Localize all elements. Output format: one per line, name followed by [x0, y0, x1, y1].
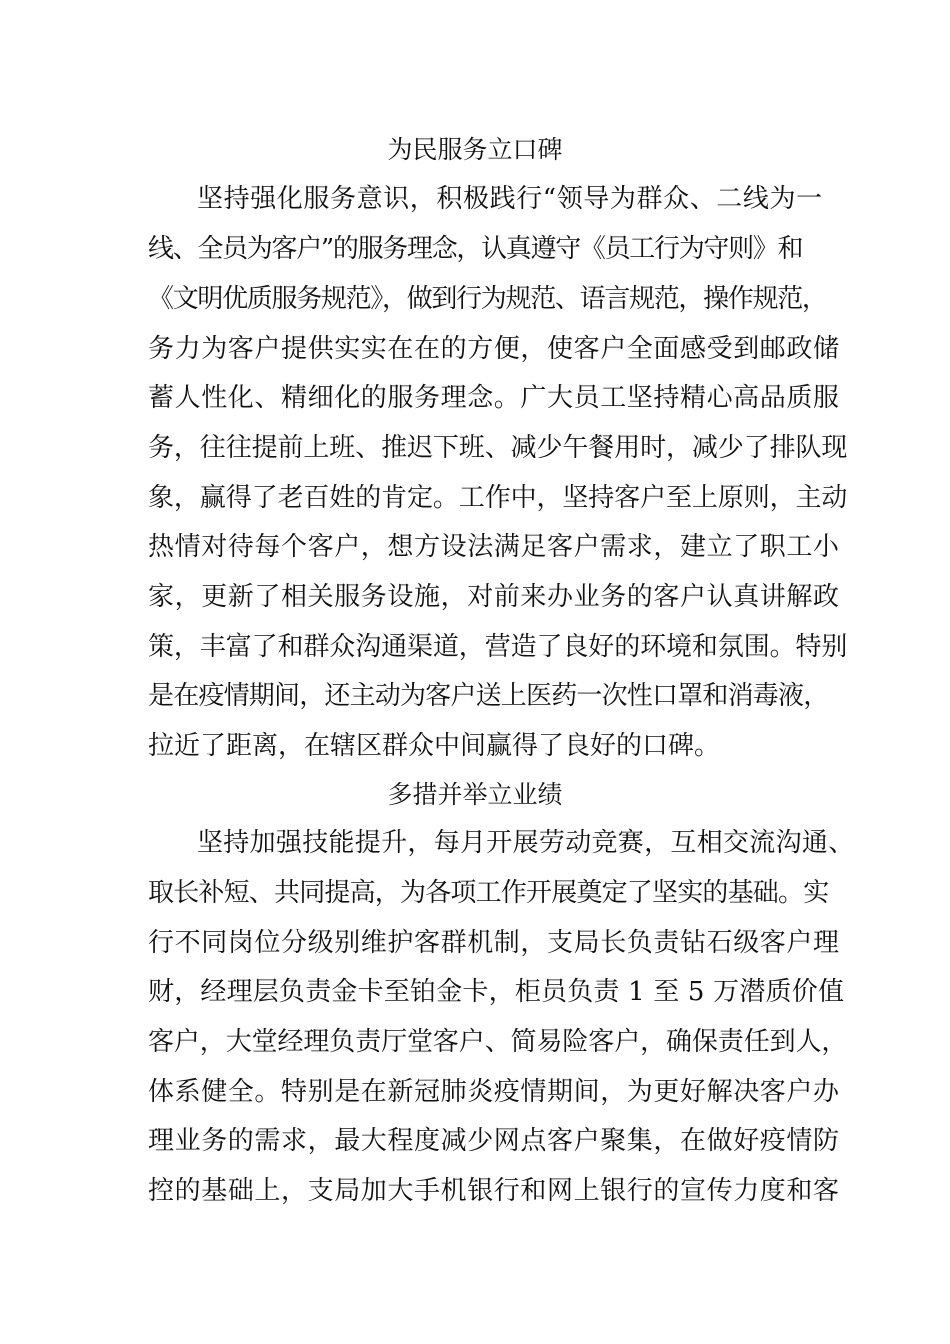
paragraph-line: 坚持加强技能提升，每月开展劳动竞赛，互相交流沟通、	[197, 828, 855, 858]
section-heading: 多措并举立业绩	[387, 780, 563, 809]
paragraph-line: 《文明优质服务规范》，做到行为规范、语言规范，操作规范，	[148, 284, 827, 314]
paragraph-line: 财，经理层负责金卡至铂金卡，柜员负责 1 至 5 万潜质价值	[148, 977, 845, 1007]
paragraph-line: 坚持强化服务意识，积极践行“领导为群众、二线为一	[197, 184, 823, 214]
paragraph-line: 行不同岗位分级别维护客群机制，支局长负责钻石级客户理	[148, 928, 840, 958]
paragraph-line: 家，更新了相关服务设施，对前来办业务的客户认真讲解政	[148, 582, 840, 612]
section-heading: 为民服务立口碑	[387, 135, 563, 164]
paragraph-line: 取长补短、共同提高，为各项工作开展奠定了坚实的基础。实	[148, 878, 829, 908]
paragraph-line: 理业务的需求，最大程度减少网点客户聚集，在做好疫情防	[148, 1126, 840, 1156]
paragraph-line: 务力为客户提供实实在在的方便，使客户全面感受到邮政储	[148, 334, 840, 364]
paragraph-line: 是在疫情期间，还主动为客户送上医药一次性口罩和消毒液，	[148, 681, 829, 711]
paragraph-line: 务，往往提前上班、推迟下班、减少午餐用时，减少了排队现	[148, 433, 848, 463]
paragraph-line: 热情对待每个客户，想方设法满足客户需求，建立了职工小	[148, 532, 840, 562]
paragraph-line: 蓄人性化、精细化的服务理念。广大员工坚持精心高品质服	[148, 383, 840, 413]
paragraph-line: 客户，大堂经理负责厅堂客户、简易险客户，确保责任到人，	[148, 1027, 848, 1057]
paragraph-line: 策，丰富了和群众沟通渠道，营造了良好的环境和氛围。特别	[148, 632, 848, 662]
paragraph-line: 拉近了距离，在辖区群众中间赢得了良好的口碑。	[148, 731, 721, 761]
paragraph-line: 体系健全。特别是在新冠肺炎疫情期间，为更好解决客户办	[148, 1077, 840, 1107]
paragraph-line: 象，赢得了老百姓的肯定。工作中，坚持客户至上原则，主动	[148, 483, 848, 513]
paragraph-line: 线、全员为客户”的服务理念，认真遵守《员工行为守则》和	[148, 234, 803, 264]
paragraph-line: 控的基础上，支局加大手机银行和网上银行的宣传力度和客	[148, 1176, 840, 1206]
